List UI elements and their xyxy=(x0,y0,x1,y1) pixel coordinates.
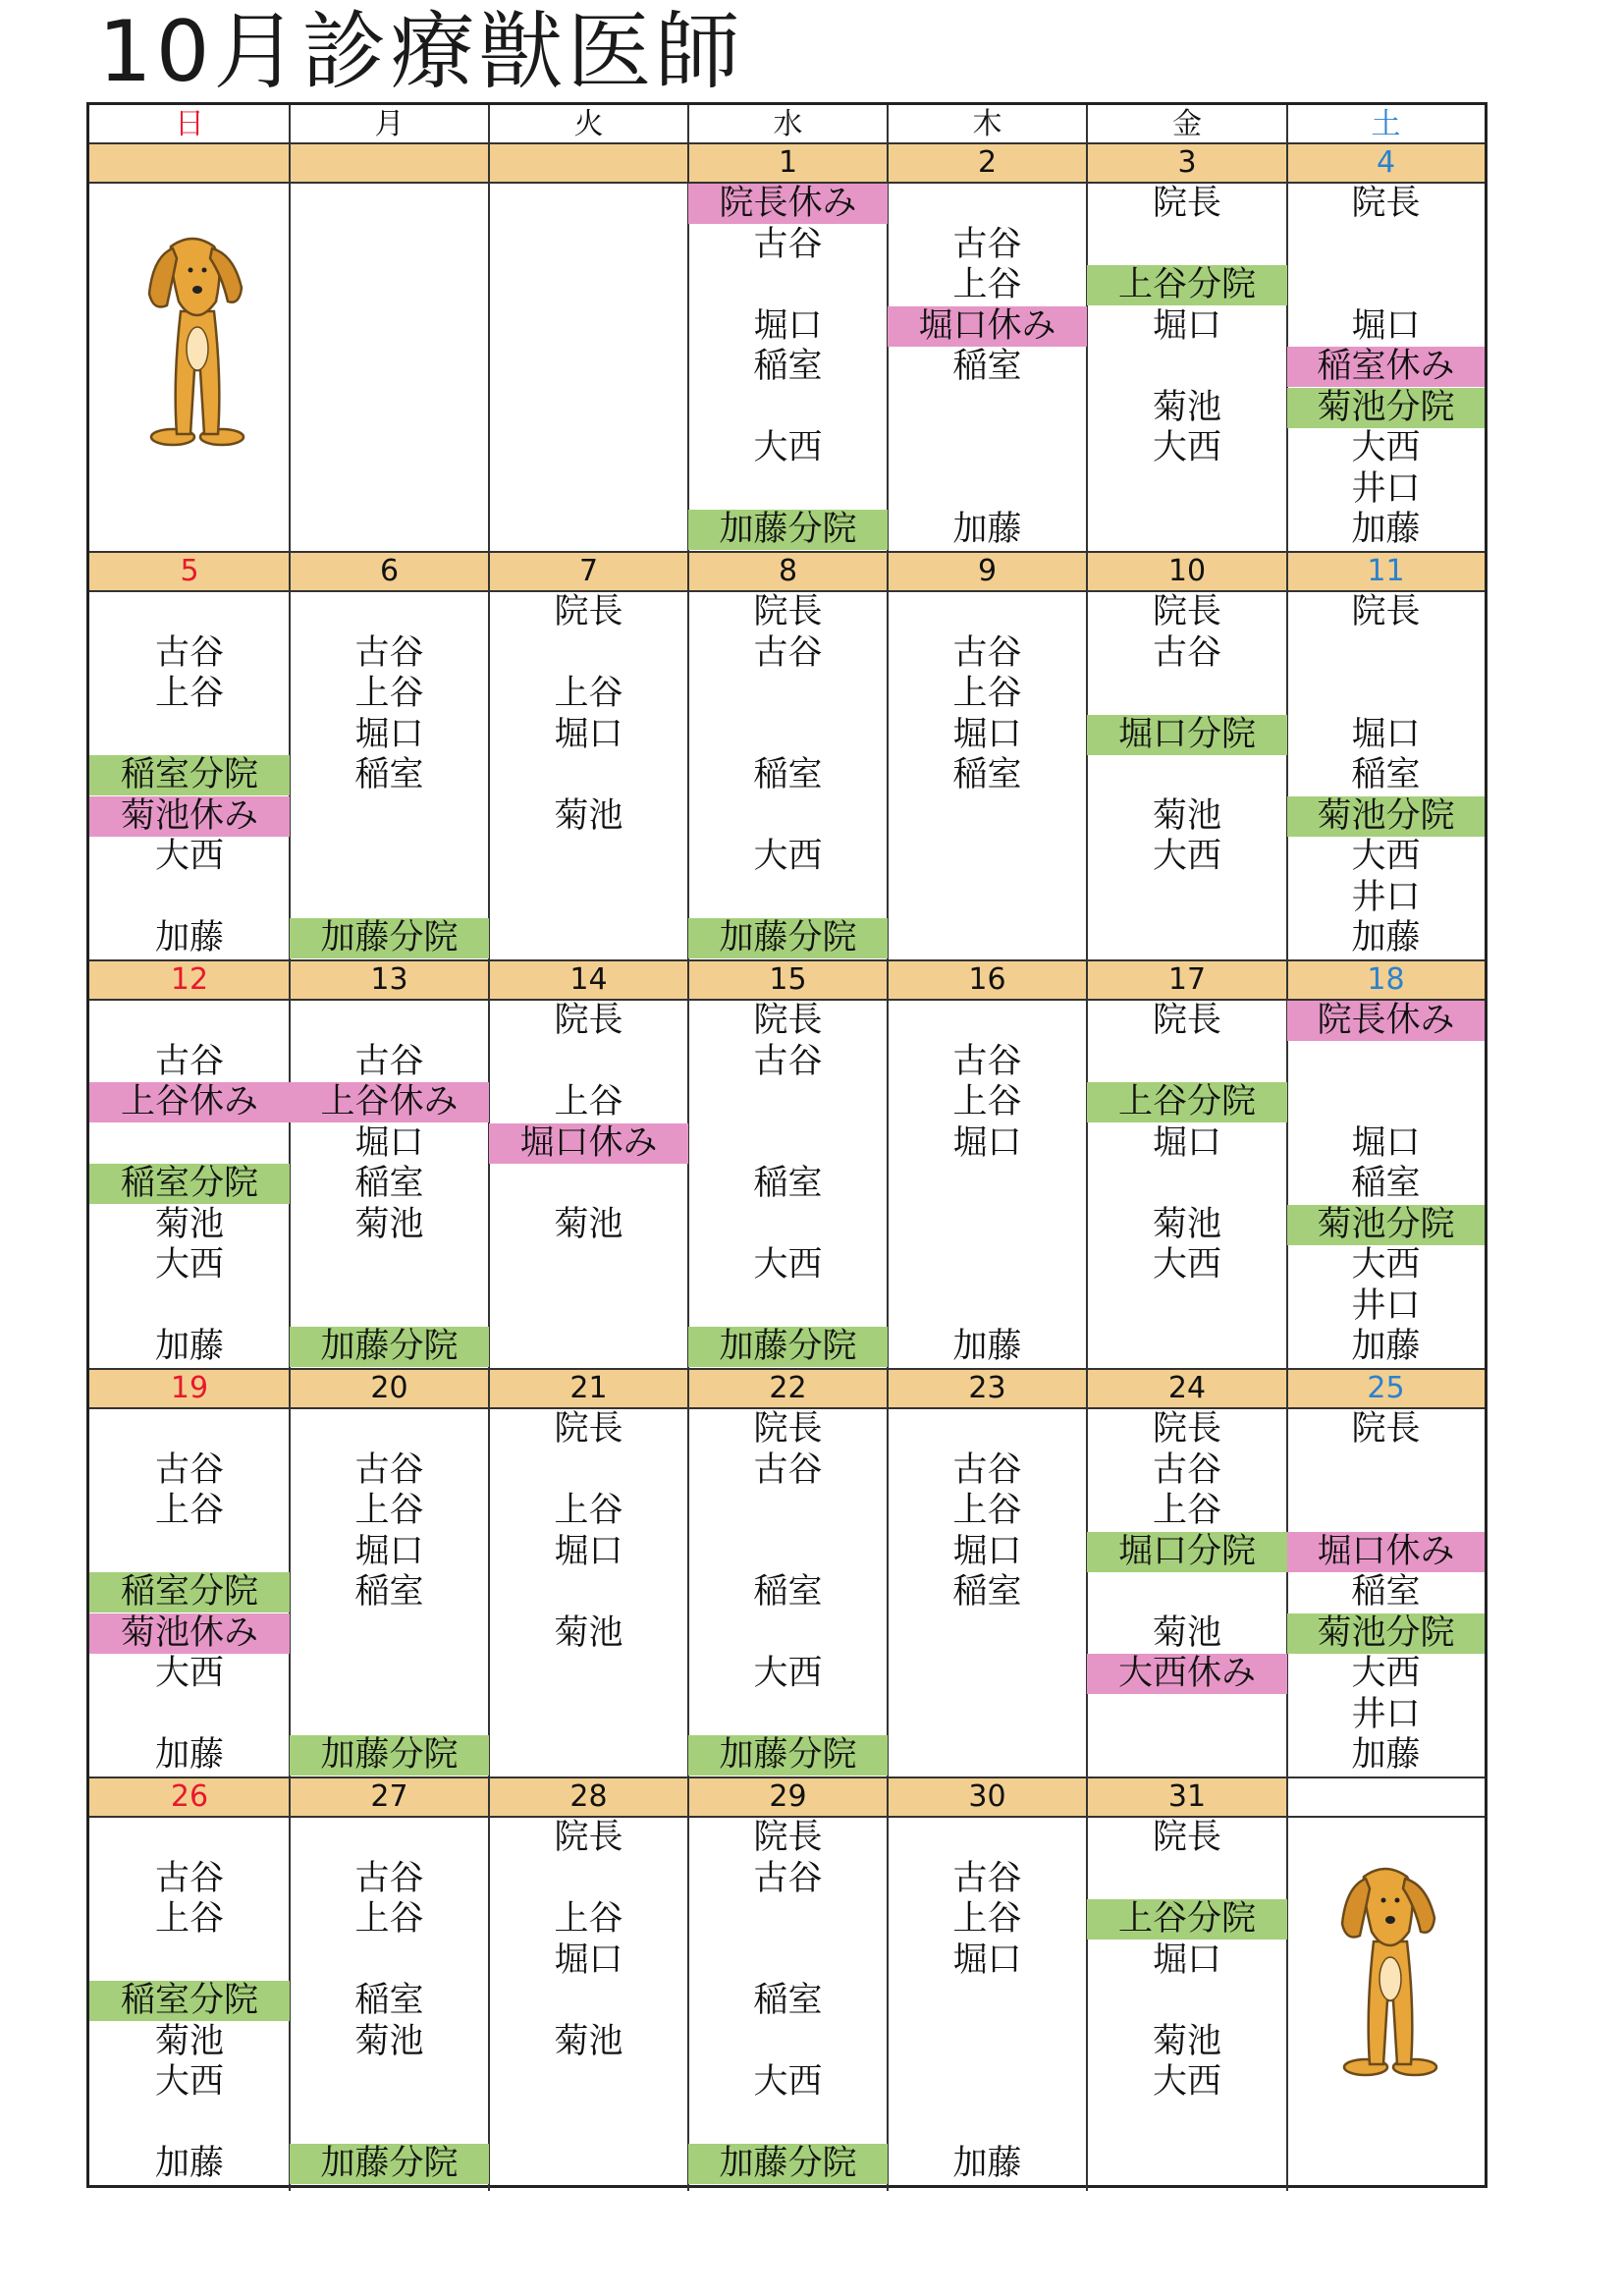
vet-name: 古谷 xyxy=(952,632,1022,673)
branch-assignment-badge: 加藤分院 xyxy=(688,1735,888,1776)
day-number: 15 xyxy=(769,962,807,997)
vet-name: 古谷 xyxy=(1152,1449,1221,1490)
vet-name: 堀口 xyxy=(354,714,424,754)
vet-name: 上谷 xyxy=(554,1082,623,1121)
branch-assignment-badge: 菊池分院 xyxy=(1287,1613,1485,1654)
vet-name: 堀口 xyxy=(1351,714,1421,754)
vet-name: 加藤 xyxy=(952,1327,1022,1366)
day-number: 30 xyxy=(968,1779,1006,1814)
day-number: 29 xyxy=(769,1779,807,1814)
vet-name: 堀口 xyxy=(1152,1940,1221,1980)
vet-name: 古谷 xyxy=(952,1041,1022,1081)
vet-name: 上谷 xyxy=(554,1491,623,1530)
vet-name: 大西 xyxy=(1351,837,1421,876)
vet-name: 古谷 xyxy=(354,632,424,673)
branch-assignment-badge: 稲室分院 xyxy=(89,1981,290,2021)
vet-name: 古谷 xyxy=(753,224,823,264)
vet-name: 大西 xyxy=(1152,837,1221,876)
vet-name: 堀口 xyxy=(1351,1122,1421,1163)
day-number: 10 xyxy=(1167,554,1207,588)
vet-name: 古谷 xyxy=(952,1858,1022,1898)
vet-name: 院長 xyxy=(1351,184,1421,223)
vet-name: 院長 xyxy=(753,1001,823,1040)
vet-name: 加藤 xyxy=(154,1327,224,1366)
branch-assignment-badge: 菊池分院 xyxy=(1287,388,1485,428)
band-divider xyxy=(1287,1816,1485,1818)
vet-name: 大西 xyxy=(1152,2062,1221,2102)
vet-name: 堀口 xyxy=(952,714,1022,754)
day-band xyxy=(489,144,688,182)
vet-name: 古谷 xyxy=(154,1449,224,1490)
branch-assignment-badge: 加藤分院 xyxy=(290,1735,489,1776)
vet-name: 菊池 xyxy=(554,1613,623,1653)
off-day-badge: 菊池休み xyxy=(89,796,290,837)
vet-name: 院長 xyxy=(1152,592,1221,631)
off-day-badge: 上谷休み xyxy=(89,1082,290,1122)
vet-name: 上谷 xyxy=(354,1491,424,1530)
vet-name: 堀口 xyxy=(554,1940,623,1980)
vet-name: 上谷 xyxy=(354,1899,424,1939)
vet-name: 大西 xyxy=(753,837,823,876)
day-number: 16 xyxy=(968,962,1006,997)
vet-name: 稲室 xyxy=(753,1164,823,1203)
off-day-badge: 上谷休み xyxy=(290,1082,489,1122)
vet-name: 院長 xyxy=(1152,1818,1221,1857)
day-number: 18 xyxy=(1367,962,1405,997)
vet-name: 院長 xyxy=(753,592,823,631)
vet-name: 堀口 xyxy=(952,1122,1022,1163)
day-number: 11 xyxy=(1367,554,1405,588)
vet-name: 大西 xyxy=(154,1654,224,1693)
vet-name: 院長 xyxy=(753,1409,823,1449)
vet-name: 菊池 xyxy=(354,1204,424,1244)
vet-name: 菊池 xyxy=(1152,1613,1221,1653)
branch-assignment-badge: 上谷分院 xyxy=(1087,1082,1287,1122)
vet-name: 加藤 xyxy=(154,2144,224,2183)
vet-name: 古谷 xyxy=(154,632,224,673)
vet-name: 上谷 xyxy=(952,674,1022,713)
vet-name: 菊池 xyxy=(154,1204,224,1244)
vet-name: 古谷 xyxy=(753,1041,823,1081)
vet-name: 加藤 xyxy=(1351,1327,1421,1366)
branch-assignment-badge: 上谷分院 xyxy=(1087,265,1287,305)
vet-name: 菊池 xyxy=(1152,1204,1221,1244)
day-number: 13 xyxy=(370,962,408,997)
vet-name: 古谷 xyxy=(952,224,1022,264)
vet-name: 加藤 xyxy=(154,1735,224,1775)
vet-name: 菊池 xyxy=(154,2021,224,2061)
branch-assignment-badge: 加藤分院 xyxy=(688,1327,888,1367)
off-day-badge: 大西休み xyxy=(1087,1654,1287,1694)
vet-name: 上谷 xyxy=(1152,1491,1221,1530)
vet-name: 稲室 xyxy=(753,1572,823,1612)
branch-assignment-badge: 上谷分院 xyxy=(1087,1899,1287,1940)
off-day-badge: 院長休み xyxy=(688,184,888,224)
vet-name: 大西 xyxy=(1152,1245,1221,1285)
weekday-header: 月 xyxy=(374,107,405,141)
vet-name: 加藤 xyxy=(154,918,224,957)
vet-name: 菊池 xyxy=(354,2021,424,2061)
vet-name: 稲室 xyxy=(952,347,1022,386)
vet-name: 院長 xyxy=(1152,1409,1221,1449)
day-number: 4 xyxy=(1376,145,1396,180)
off-day-badge: 堀口休み xyxy=(489,1123,688,1164)
vet-name: 上谷 xyxy=(554,1899,623,1939)
day-number: 21 xyxy=(569,1371,608,1405)
day-number: 12 xyxy=(170,962,209,997)
vet-name: 稲室 xyxy=(952,1572,1022,1612)
vet-name: 古谷 xyxy=(354,1449,424,1490)
day-number: 1 xyxy=(778,145,798,180)
vet-name: 堀口 xyxy=(952,1940,1022,1980)
vet-name: 古谷 xyxy=(753,1449,823,1490)
vet-name: 上谷 xyxy=(952,265,1022,304)
vet-name: 加藤 xyxy=(1351,1735,1421,1775)
dog-illustration xyxy=(143,233,251,453)
vet-name: 堀口 xyxy=(1152,1122,1221,1163)
branch-assignment-badge: 堀口分院 xyxy=(1087,715,1287,755)
vet-name: 上谷 xyxy=(952,1491,1022,1530)
vet-name: 院長 xyxy=(1152,184,1221,223)
vet-name: 堀口 xyxy=(354,1531,424,1571)
day-number: 6 xyxy=(379,554,400,588)
vet-name: 上谷 xyxy=(952,1082,1022,1121)
day-number: 27 xyxy=(370,1779,408,1814)
vet-name: 古谷 xyxy=(354,1041,424,1081)
vet-name: 上谷 xyxy=(554,674,623,713)
vet-name: 古谷 xyxy=(753,1858,823,1898)
day-band xyxy=(290,144,489,182)
vet-name: 堀口 xyxy=(554,714,623,754)
vet-name: 大西 xyxy=(753,1245,823,1285)
vet-name: 院長 xyxy=(1152,1001,1221,1040)
vet-name: 菊池 xyxy=(1152,795,1221,836)
day-number: 22 xyxy=(769,1371,807,1405)
vet-name: 大西 xyxy=(1351,1245,1421,1285)
off-day-badge: 堀口休み xyxy=(1287,1532,1485,1572)
branch-assignment-badge: 加藤分院 xyxy=(688,510,888,550)
vet-name: 稲室 xyxy=(753,1981,823,2020)
weekday-header: 金 xyxy=(1172,107,1202,141)
vet-name: 大西 xyxy=(154,837,224,876)
vet-name: 上谷 xyxy=(154,1899,224,1939)
vet-name: 大西 xyxy=(154,1245,224,1285)
vet-name: 井口 xyxy=(1351,1694,1421,1734)
vet-name: 古谷 xyxy=(952,1449,1022,1490)
vet-name: 堀口 xyxy=(1152,305,1221,346)
day-number: 17 xyxy=(1167,962,1207,997)
day-number: 25 xyxy=(1367,1371,1405,1405)
vet-name: 菊池 xyxy=(1152,2021,1221,2061)
vet-name: 井口 xyxy=(1351,877,1421,917)
vet-name: 堀口 xyxy=(354,1122,424,1163)
day-number: 14 xyxy=(569,962,608,997)
day-number: 3 xyxy=(1177,145,1197,180)
off-day-badge: 堀口休み xyxy=(888,306,1087,347)
branch-assignment-badge: 菊池分院 xyxy=(1287,1205,1485,1245)
day-number: 5 xyxy=(180,554,199,588)
vet-name: 稲室 xyxy=(354,1572,424,1612)
vet-name: 院長 xyxy=(554,1409,623,1449)
vet-name: 古谷 xyxy=(154,1041,224,1081)
page-title: 10月診療獣医師 xyxy=(98,3,744,101)
vet-name: 大西 xyxy=(753,1654,823,1693)
dog-illustration xyxy=(1336,1863,1444,2083)
vet-name: 稲室 xyxy=(1351,755,1421,794)
vet-name: 古谷 xyxy=(753,632,823,673)
day-number: 19 xyxy=(170,1371,209,1405)
day-number: 28 xyxy=(569,1779,608,1814)
vet-name: 稲室 xyxy=(753,347,823,386)
calendar-grid xyxy=(86,102,1488,2188)
vet-name: 上谷 xyxy=(952,1899,1022,1939)
branch-assignment-badge: 稲室分院 xyxy=(89,1572,290,1613)
vet-name: 加藤 xyxy=(1351,510,1421,549)
branch-assignment-badge: 加藤分院 xyxy=(290,918,489,958)
vet-name: 院長 xyxy=(554,592,623,631)
day-number: 9 xyxy=(977,554,998,588)
vet-name: 上谷 xyxy=(154,1491,224,1530)
vet-name: 院長 xyxy=(1351,592,1421,631)
vet-name: 古谷 xyxy=(354,1858,424,1898)
vet-name: 井口 xyxy=(1351,468,1421,509)
vet-name: 井口 xyxy=(1351,1285,1421,1326)
day-number: 7 xyxy=(578,554,599,588)
vet-name: 稲室 xyxy=(1351,1164,1421,1203)
vet-name: 菊池 xyxy=(554,1204,623,1244)
vet-name: 院長 xyxy=(1351,1409,1421,1449)
weekday-header: 土 xyxy=(1371,107,1401,141)
vet-name: 稲室 xyxy=(1351,1572,1421,1612)
day-number: 26 xyxy=(170,1779,209,1814)
vet-name: 稲室 xyxy=(354,1981,424,2020)
vet-name: 古谷 xyxy=(1152,632,1221,673)
day-number: 2 xyxy=(977,145,998,180)
vet-name: 大西 xyxy=(1351,428,1421,467)
day-number: 24 xyxy=(1167,1371,1207,1405)
weekday-header: 木 xyxy=(972,107,1002,141)
branch-assignment-badge: 加藤分院 xyxy=(688,2144,888,2184)
vet-name: 大西 xyxy=(1152,428,1221,467)
vet-name: 菊池 xyxy=(554,2021,623,2061)
branch-assignment-badge: 稲室分院 xyxy=(89,1164,290,1204)
vet-name: 院長 xyxy=(554,1818,623,1857)
vet-name: 大西 xyxy=(753,428,823,467)
vet-name: 上谷 xyxy=(354,674,424,713)
off-day-badge: 稲室休み xyxy=(1287,347,1485,387)
vet-name: 堀口 xyxy=(1351,305,1421,346)
branch-assignment-badge: 堀口分院 xyxy=(1087,1532,1287,1572)
vet-name: 堀口 xyxy=(952,1531,1022,1571)
vet-name: 院長 xyxy=(753,1818,823,1857)
off-day-badge: 菊池休み xyxy=(89,1613,290,1654)
branch-assignment-badge: 菊池分院 xyxy=(1287,796,1485,837)
vet-name: 稲室 xyxy=(753,755,823,794)
vet-name: 大西 xyxy=(1351,1654,1421,1693)
vet-name: 院長 xyxy=(554,1001,623,1040)
vet-name: 加藤 xyxy=(952,510,1022,549)
vet-name: 大西 xyxy=(154,2062,224,2102)
weekday-header: 水 xyxy=(773,107,803,141)
weekday-header: 火 xyxy=(573,107,604,141)
branch-assignment-badge: 加藤分院 xyxy=(290,2144,489,2184)
vet-name: 大西 xyxy=(753,2062,823,2102)
vet-name: 古谷 xyxy=(154,1858,224,1898)
weekday-header: 日 xyxy=(175,107,204,141)
vet-name: 上谷 xyxy=(154,674,224,713)
vet-name: 稲室 xyxy=(952,755,1022,794)
day-band xyxy=(89,144,290,182)
vet-name: 加藤 xyxy=(1351,918,1421,957)
day-number: 20 xyxy=(370,1371,408,1405)
day-number: 31 xyxy=(1167,1779,1207,1814)
vet-name: 稲室 xyxy=(354,1164,424,1203)
branch-assignment-badge: 加藤分院 xyxy=(688,918,888,958)
vet-name: 堀口 xyxy=(753,305,823,346)
off-day-badge: 院長休み xyxy=(1287,1001,1485,1041)
vet-name: 菊池 xyxy=(554,795,623,836)
branch-assignment-badge: 稲室分院 xyxy=(89,755,290,795)
day-number: 23 xyxy=(968,1371,1006,1405)
vet-name: 加藤 xyxy=(952,2144,1022,2183)
day-number: 8 xyxy=(778,554,798,588)
vet-name: 稲室 xyxy=(354,755,424,794)
vet-name: 菊池 xyxy=(1152,387,1221,427)
branch-assignment-badge: 加藤分院 xyxy=(290,1327,489,1367)
vet-name: 堀口 xyxy=(554,1531,623,1571)
